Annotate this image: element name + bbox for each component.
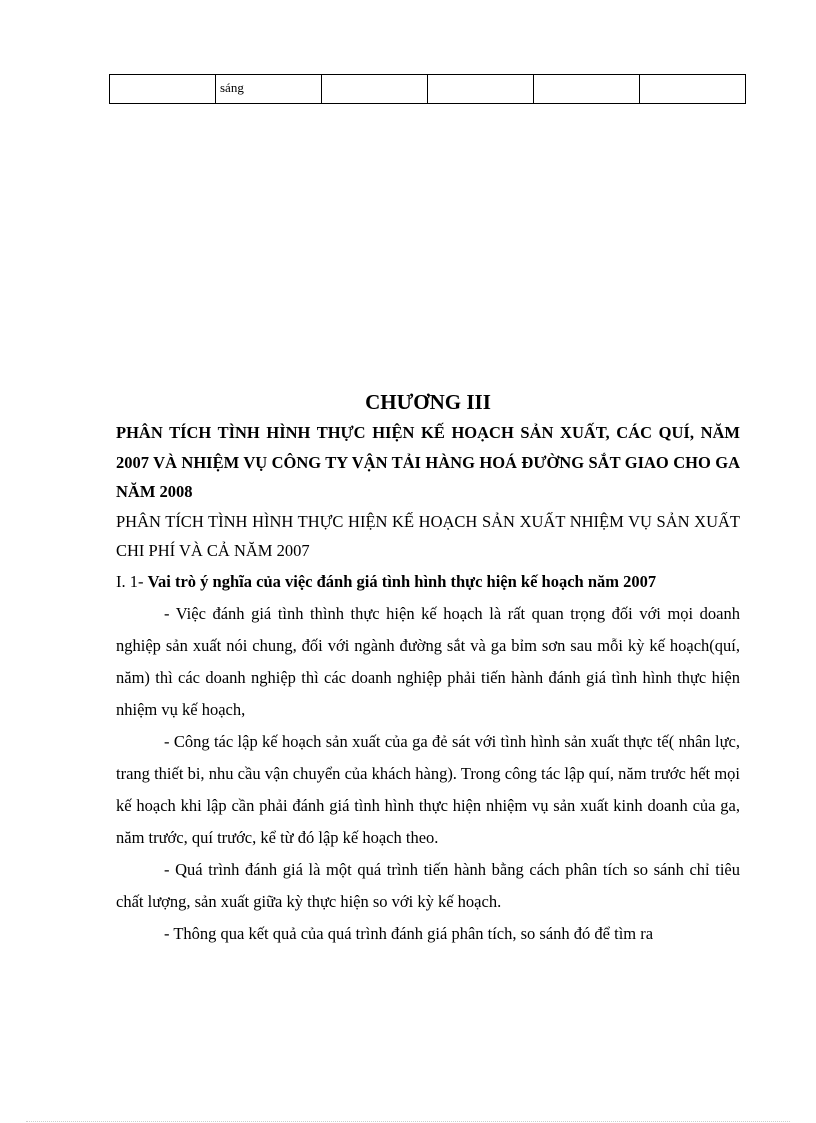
table-cell [322,75,428,104]
section-title: Vai trò ý nghĩa của việc đánh giá tình hình thực hiện kế hoạch năm 2007 [147,571,657,591]
table-cell: sáng [216,75,322,104]
table-cell [640,75,746,104]
main-heading: PHÂN TÍCH TÌNH HÌNH THỰC HIỆN KẾ HOẠCH SẢN XUẤT, CÁC QUÍ, NĂM 2007 VÀ NHIỆM VỤ CÔNG TY VẬN TẢI HÀNG HOÁ ĐƯỜNG SẮT GIAO CHO GA NĂM 2008 [116,423,740,501]
paragraph: - Công tác lập kế hoạch sản xuất của ga đẻ sát với tình hình sản xuất thực tế( nhân lực, trang thiết bi, nhu cầu vận chuyển của khách hàng). Trong công tác lập quí, năm trước hết mọi kế hoạch khi lập cần phải đánh giá tình hình thực hiện nhiệm vụ sản xuất kinh doanh của ga, năm trước, quí trước, kể từ đó lập kế hoạch theo. [116,731,740,847]
chapter-title: CHƯƠNG III [365,390,491,414]
table-cell [110,75,216,104]
data-table-fragment [109,74,746,104]
section-number: I. 1- [116,571,148,591]
paragraph: - Thông qua kết quả của quá trình đánh giá phân tích, so sánh đó để tìm ra [164,923,654,943]
sub-heading: PHÂN TÍCH TÌNH HÌNH THỰC HIỆN KẾ HOẠCH SẢN XUẤT NHIỆM VỤ SẢN XUẤT CHI PHÍ VÀ CẢ NĂM 2007 [116,511,740,560]
table-cell [534,75,640,104]
paragraph: - Việc đánh giá tình thình thực hiện kế hoạch là rất quan trọng đối với mọi doanh nghiệp sản xuất nói chung, đối với ngành đường sắt và ga bỉm sơn sau mỗi kỳ kế hoạch(quí, năm) thì các doanh nghiệp thì các doanh nghiệp phải tiến hành đánh giá tình hình thực hiện nhiệm vụ kế hoạch, [116,603,740,719]
table-row [110,75,746,104]
document-body [116,386,740,950]
paragraph: - Quá trình đánh giá là một quá trình tiến hành bằng cách phân tích so sánh chỉ tiêu chất lượng, sản xuất giữa kỳ thực hiện so với kỳ kế hoạch. [116,859,740,911]
table-cell [428,75,534,104]
section-heading [116,566,740,598]
page-bottom-divider [26,1121,790,1122]
